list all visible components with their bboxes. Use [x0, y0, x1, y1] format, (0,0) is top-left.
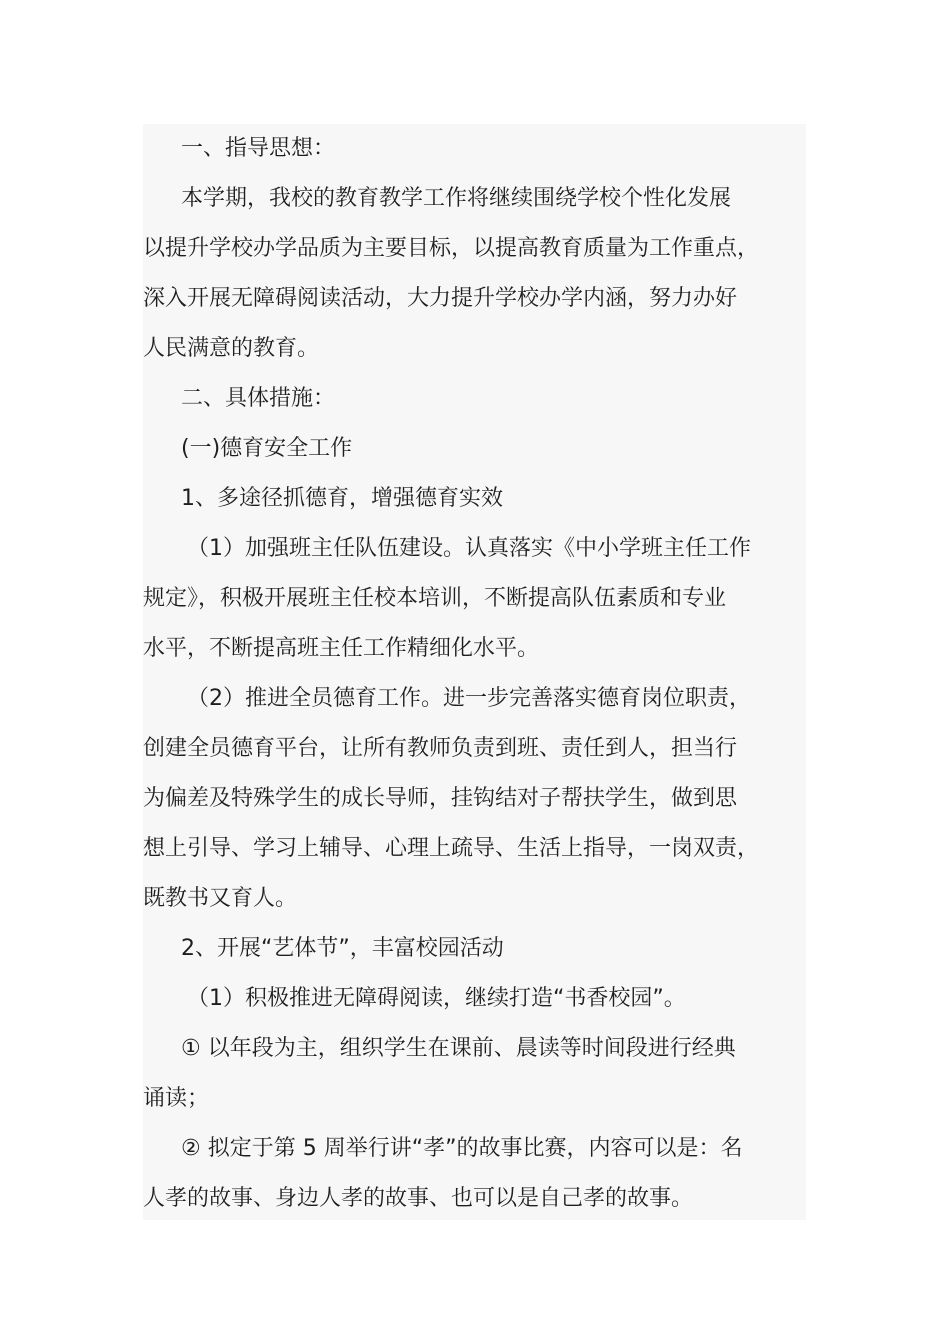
text-line: 规定》，积极开展班主任校本培训，不断提高队伍素质和专业	[143, 586, 727, 611]
paragraph-all-staff-moral	[143, 674, 823, 924]
text-line: 诵读；	[143, 1086, 210, 1111]
text-line: （1）加强班主任队伍建设。认真落实《中小学班主任工作	[187, 536, 751, 561]
list-item-classic-reading	[143, 1024, 823, 1124]
text-line: 为偏差及特殊学生的成长导师，挂钩结对子帮扶学生，做到思	[143, 786, 738, 811]
document-body	[143, 124, 823, 1224]
text-line: 既教书又育人。	[143, 886, 298, 911]
text-line: ① 以年段为主，组织学生在课前、晨读等时间段进行经典	[181, 1036, 736, 1061]
text-line: 以提升学校办学品质为主要目标，以提高教育质量为工作重点，	[143, 236, 760, 261]
paragraph-semester-goals	[143, 174, 823, 374]
text-line: 想上引导、学习上辅导、心理上疏导、生活上指导，一岗双责，	[143, 836, 760, 861]
text-line: （2）推进全员德育工作。进一步完善落实德育岗位职责，	[187, 686, 751, 711]
text-line: 创建全员德育平台，让所有教师负责到班、责任到人，担当行	[143, 736, 738, 761]
text-line: 本学期，我校的教育教学工作将继续围绕学校个性化发展	[181, 186, 732, 211]
subheading-arts-sports-festival	[143, 924, 823, 974]
text-line: 水平，不断提高班主任工作精细化水平。	[143, 636, 540, 661]
subheading-moral-safety	[143, 424, 823, 474]
text-line: 人孝的故事、身边人孝的故事、也可以是自己孝的故事。	[143, 1186, 694, 1211]
text-line: ② 拟定于第 5 周举行讲“孝”的故事比赛，内容可以是：名	[181, 1136, 743, 1161]
text-line: （1）积极推进无障碍阅读，继续打造“书香校园”。	[187, 986, 686, 1011]
paragraph-reading	[143, 974, 823, 1024]
text-line: (一)德育安全工作	[181, 436, 353, 461]
heading-guiding-ideology	[143, 124, 823, 174]
paragraph-class-teacher-team	[143, 524, 823, 674]
list-item-filial-story-contest	[143, 1124, 823, 1224]
subheading-moral-education	[143, 474, 823, 524]
text-line: 二、具体措施：	[181, 386, 336, 411]
text-line: 一、指导思想：	[181, 136, 336, 161]
text-line: 深入开展无障碍阅读活动，大力提升学校办学内涵，努力办好	[143, 286, 738, 311]
text-line: 2、开展“艺体节”，丰富校园活动	[181, 936, 504, 961]
text-line: 1、多途径抓德育，增强德育实效	[181, 486, 503, 511]
heading-specific-measures	[143, 374, 823, 424]
text-line: 人民满意的教育。	[143, 336, 320, 361]
